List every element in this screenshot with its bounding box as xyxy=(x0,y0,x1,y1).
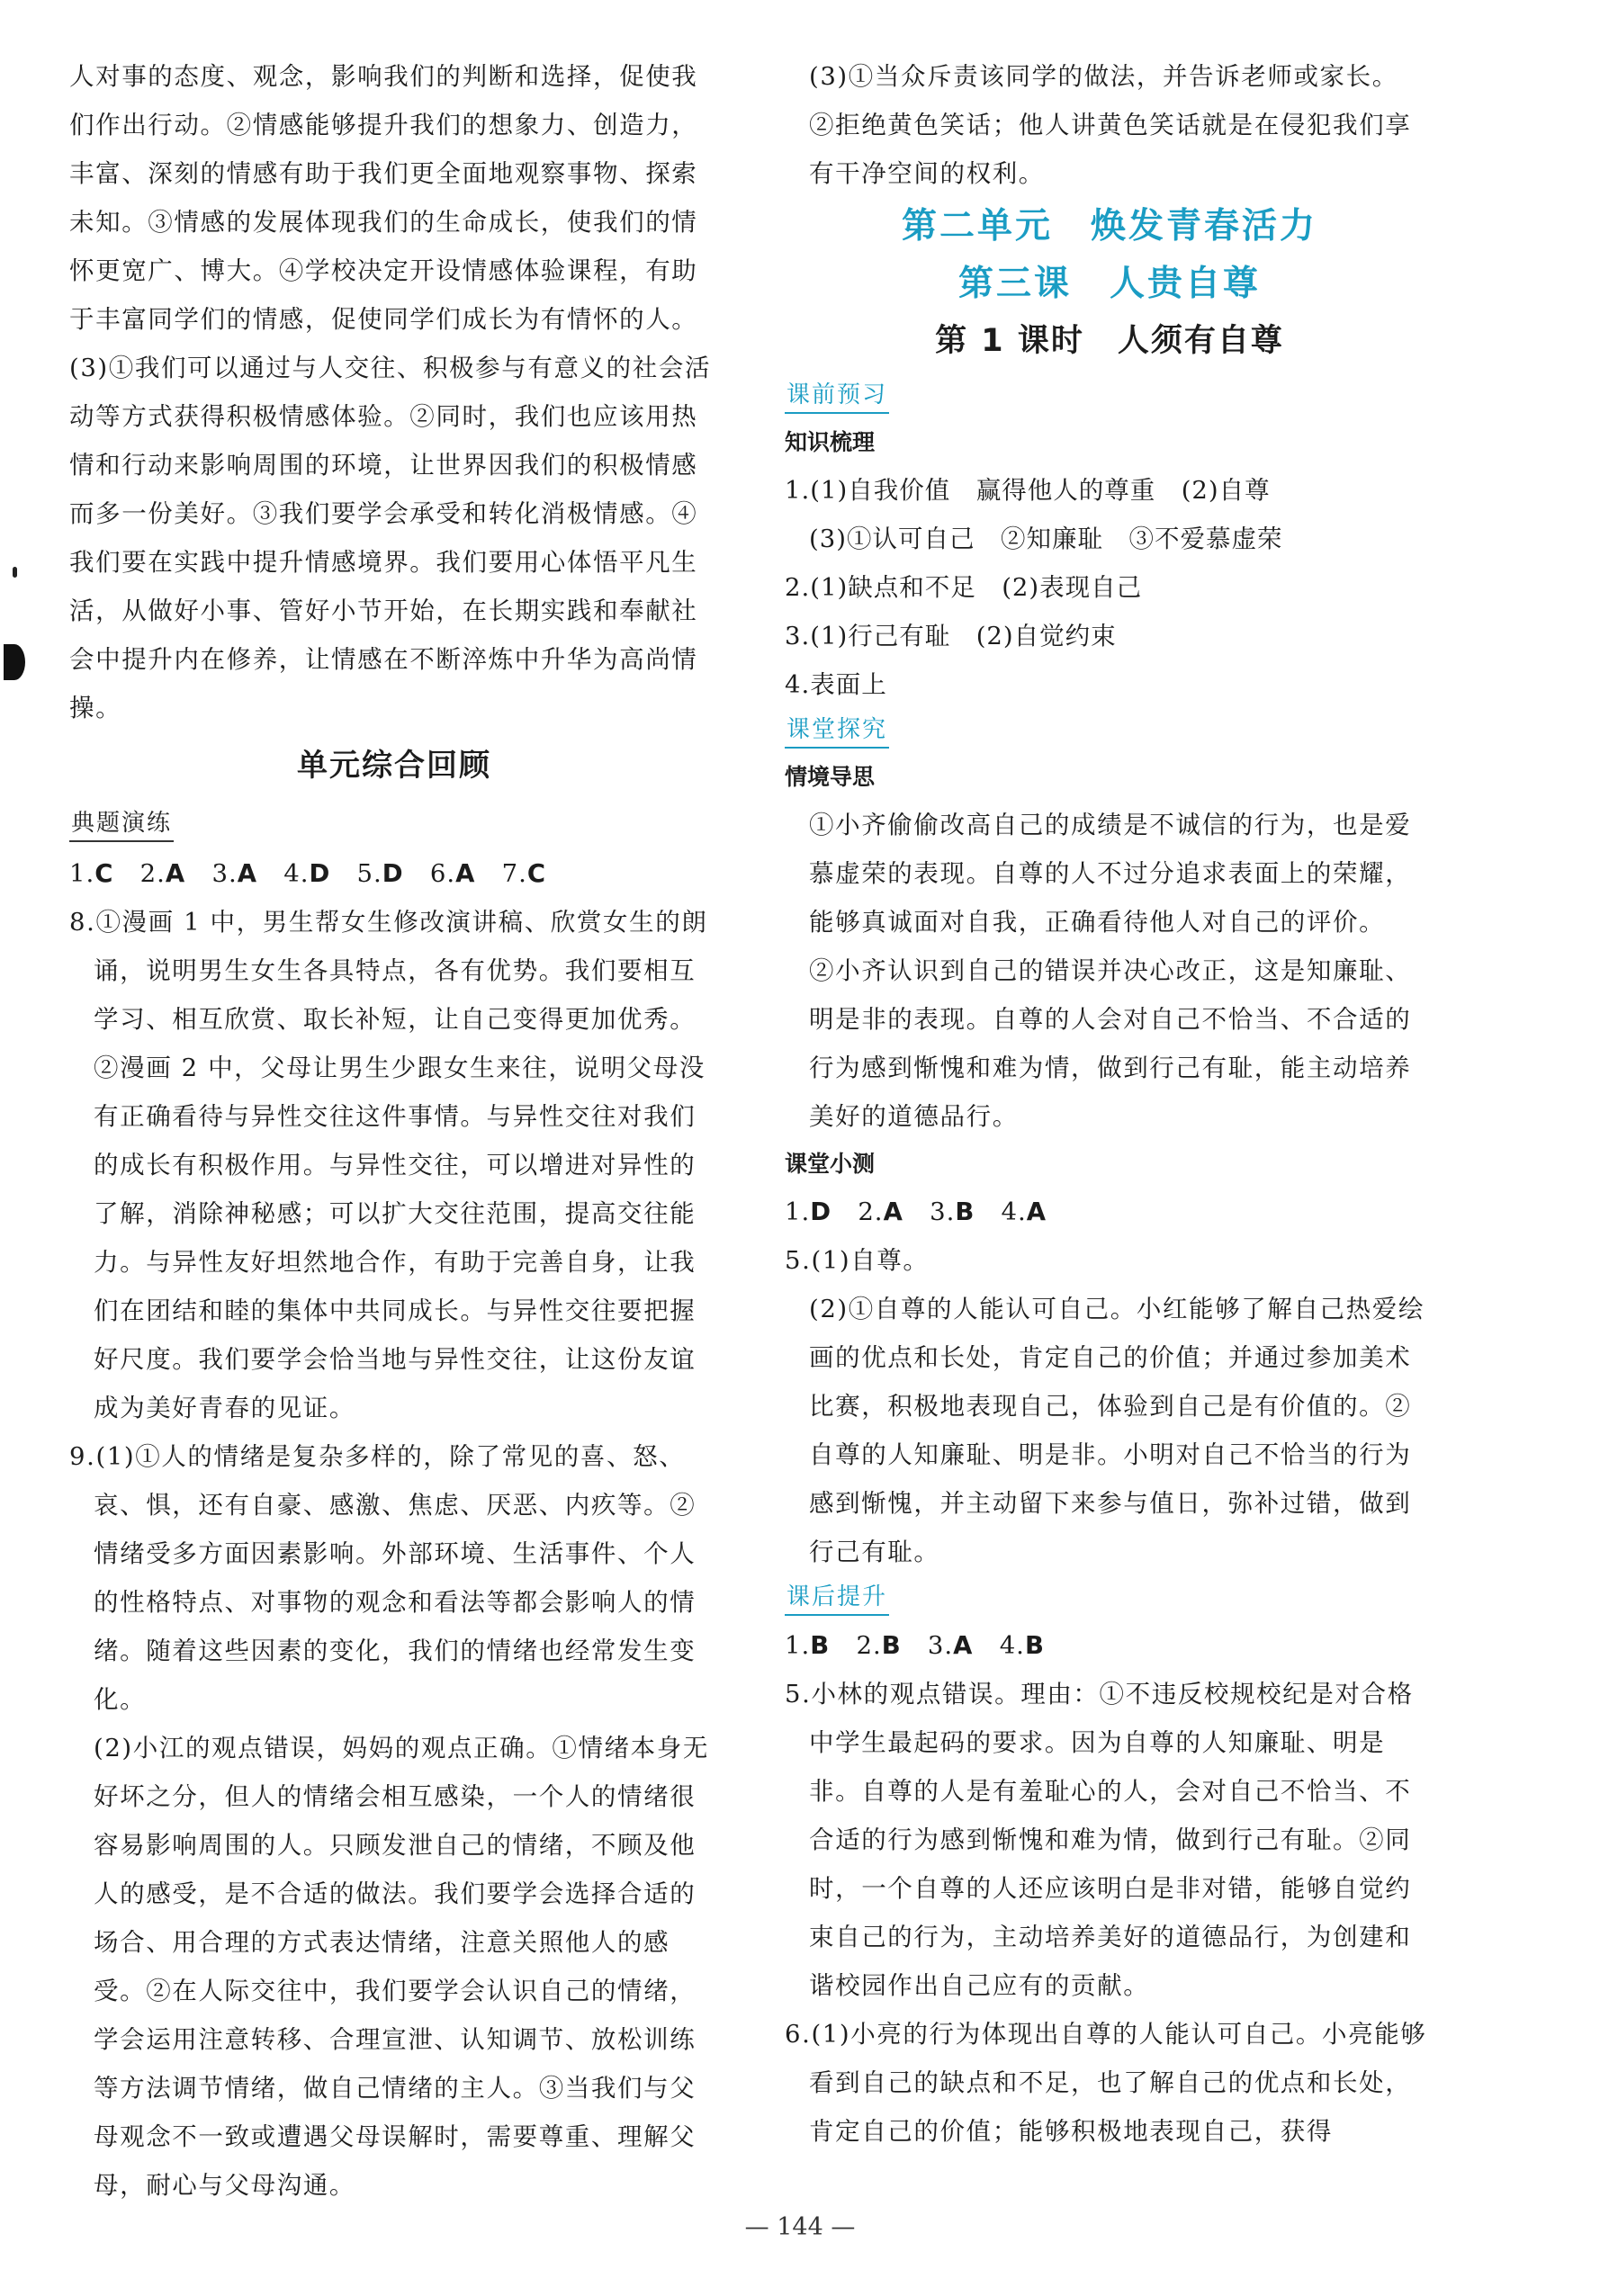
knowledge-line: 2.(1)缺点和不足 (2)表现自己 xyxy=(785,573,1143,602)
after-answer-6: 6.(1)小亮的行为体现出自尊的人能认可自己。小亮能够看到自己的缺点和不足，也了解自己的优点和长处，肯定自己的价值；能够积极地表现自己，获得 xyxy=(785,2020,1427,2146)
knowledge-line: (3)①认可自己 ②知廉耻 ③不爱慕虚荣 xyxy=(809,525,1283,553)
paragraph: ②小齐认识到自己的错误并决心改正，这是知廉耻、明是非的表现。自尊的人会对自己不恰当、不合适的行为感到惭愧和难为情，做到行己有耻，能主动培养美好的道德品行。 xyxy=(809,956,1412,1131)
quiz-mc-answers: 1.D 2.A 3.B 4.A xyxy=(785,1197,1047,1226)
knowledge-heading: 知识梳理 xyxy=(785,429,876,455)
preview-tag: 课前预习 xyxy=(785,380,889,414)
situation-heading: 情境导思 xyxy=(785,764,876,790)
class-explore-tag: 课堂探究 xyxy=(785,714,889,749)
review-title: 单元综合回顾 xyxy=(297,748,491,784)
page-number: — 144 — xyxy=(744,2213,856,2241)
knowledge-line: 4.表面上 xyxy=(785,670,887,699)
after-mc-answers: 1.B 2.B 3.A 4.B xyxy=(785,1631,1045,1660)
knowledge-line: 3.(1)行己有耻 (2)自觉约束 xyxy=(785,622,1117,650)
answer-9-part2: (2)小江的观点错误，妈妈的观点正确。①情绪本身无好坏之分，但人的情绪会相互感染，一个人的情绪很容易影响周围的人。只顾发泄自己的情绪，不顾及他人的感受，是不合适的做法。我们要学会选择合适的场合、用合理的方式表达情绪，注意关照他人的感受。②在人际交往中，我们要学会认识自己的情绪，学会运用注意转移、合理宣泄、认知调节、放松训练等方法调节情绪，做自己情绪的主人。③当我们与父母观念不一致或遭遇父母误解时，需要尊重、理解父母，耐心与父母沟通。 xyxy=(94,1734,709,2200)
left-column xyxy=(69,52,719,2210)
practice-tag: 典题演练 xyxy=(69,808,174,842)
mc-answers: 1.C 2.A 3.A 4.D 5.D 6.A 7.C xyxy=(69,859,547,888)
scan-mark xyxy=(13,567,17,578)
period-title: 第 1 课时 人须有自尊 xyxy=(935,323,1284,359)
quiz-answer-5-part2: (2)①自尊的人能认可自己。小红能够了解自己热爱绘画的优点和长处，肯定自己的价值；并通过参加美术比赛，积极地表现自己，体验到自己是有价值的。②自尊的人知廉耻、明是非。小明对自己不恰当的行为感到惭愧，并主动留下来参与值日，弥补过错，做到行己有耻。 xyxy=(809,1295,1425,1566)
paragraph: (3)①我们可以通过与人交往、积极参与有意义的社会活动等方式获得积极情感体验。②同时，我们也应该用热情和行动来影响周围的环境，让世界因我们的积极情感而多一份美好。③我们要学会承受和转化消极情感。④我们要在实践中提升情感境界。我们要用心体悟平凡生活，从做好小事、管好小节开始，在长期实践和奉献社会中提升内在修养，让情感在不断淬炼中升华为高尚情操。 xyxy=(69,354,712,722)
paragraph: ②拒绝黄色笑话；他人讲黄色笑话就是在侵犯我们享有干净空间的权利。 xyxy=(809,111,1412,188)
after-class-tag: 课后提升 xyxy=(785,1582,889,1616)
lesson-title: 第三课 人贵自尊 xyxy=(957,264,1261,304)
knowledge-line: 1.(1)自我价值 赢得他人的尊重 (2)自尊 xyxy=(785,476,1271,505)
unit-title: 第二单元 焕发青春活力 xyxy=(901,206,1317,247)
right-column xyxy=(785,52,1434,2156)
quiz-answer-5: 5.(1)自尊。 xyxy=(785,1246,930,1275)
paragraph: 人对事的态度、观念，影响我们的判断和选择，促使我们作出行动。②情感能够提升我们的想象力、创造力，丰富、深刻的情感有助于我们更全面地观察事物、探索未知。③情感的发展体现我们的生命成长，使我们的情怀更宽广、博大。④学校决定开设情感体验课程，有助于丰富同学们的情感，促使同学们成长为有情怀的人。 xyxy=(69,62,698,334)
paragraph: ①小齐偷偷改高自己的成绩是不诚信的行为，也是爱慕虚荣的表现。自尊的人不过分追求表面上的荣耀，能够真诚面对自我，正确看待他人对自己的评价。 xyxy=(809,811,1412,937)
after-answer-5: 5.小林的观点错误。理由：①不违反校规校纪是对合格中学生最起码的要求。因为自尊的人知廉耻、明是非。自尊的人是有羞耻心的人，会对自己不恰当、不合适的行为感到惭愧和难为情，做到行己有耻。②同时，一个自尊的人还应该明白是非对错，能够自觉约束自己的行为，主动培养美好的道德品行，为创建和谐校园作出自己应有的贡献。 xyxy=(785,1680,1414,2000)
quiz-heading: 课堂小测 xyxy=(785,1151,876,1177)
answer-8: 8.①漫画 1 中，男生帮女生修改演讲稿、欣赏女生的朗诵，说明男生女生各具特点，各有优势。我们要相互学习、相互欣赏、取长补短，让自己变得更加优秀。 xyxy=(69,908,708,1034)
scan-mark-binding xyxy=(4,644,25,680)
answer-9: 9.(1)①人的情绪是复杂多样的，除了常见的喜、怒、哀、惧，还有自豪、感激、焦虑、厌恶、内疚等。②情绪受多方面因素影响。外部环境、生活事件、个人的性格特点、对事物的观念和看法等都会影响人的情绪。随着这些因素的变化，我们的情绪也经常发生变化。 xyxy=(69,1442,697,1714)
paragraph: (3)①当众斥责该同学的做法，并告诉老师或家长。 xyxy=(809,62,1398,91)
answer-8-part2: ②漫画 2 中，父母让男生少跟女生来往，说明父母没有正确看待与异性交往这件事情。与异性交往对我们的成长有积极作用。与异性交往，可以增进对异性的了解，消除神秘感；可以扩大交往范围，提高交往能力。与异性友好坦然地合作，有助于完善自身，让我们在团结和睦的集体中共同成长。与异性交往要把握好尺度。我们要学会恰当地与异性交往，让这份友谊成为美好青春的见证。 xyxy=(94,1054,706,1422)
